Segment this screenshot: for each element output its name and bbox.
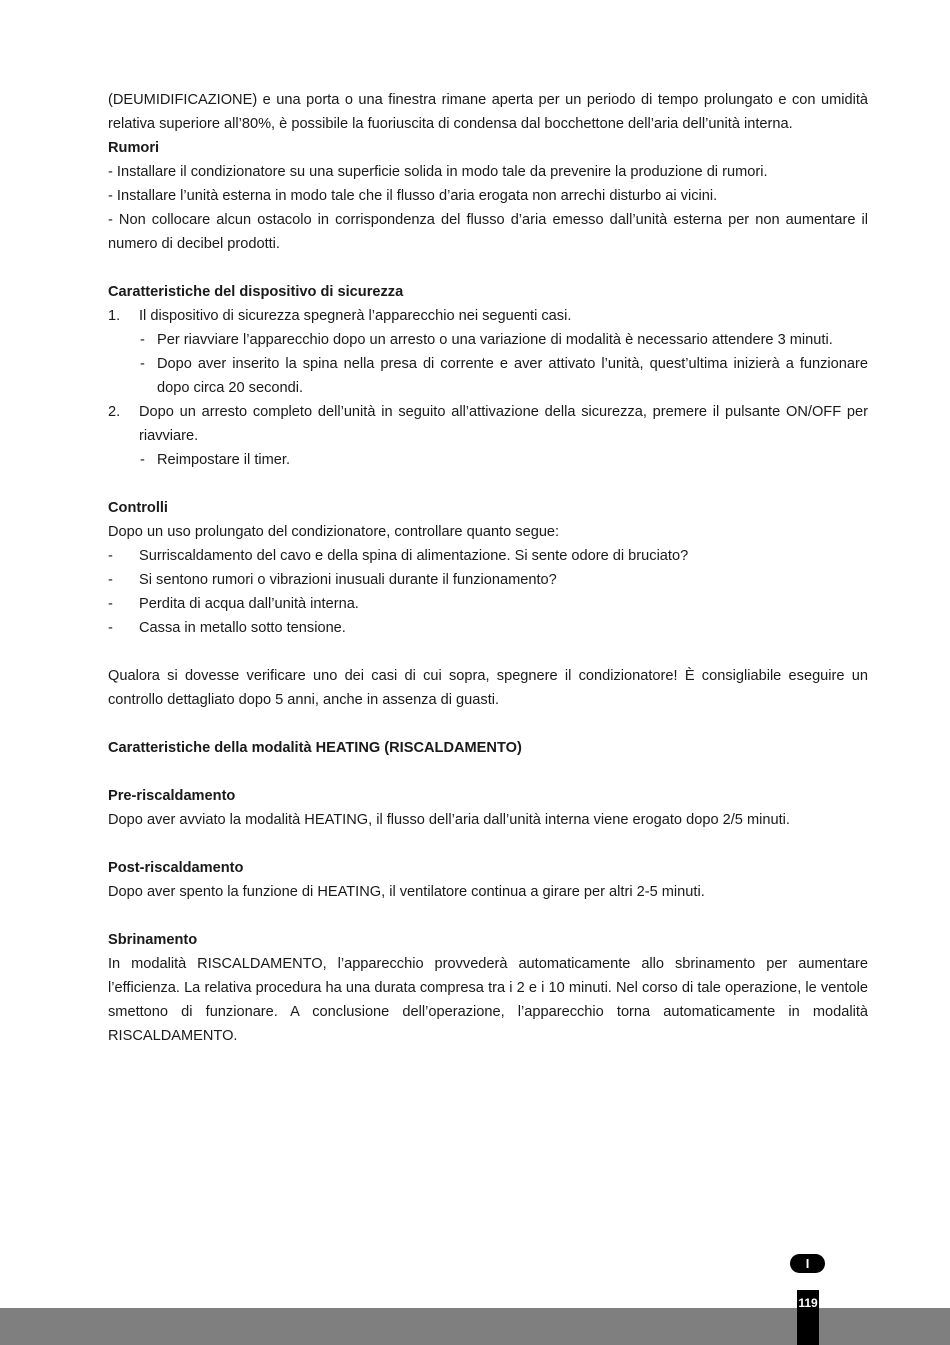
postheat-text: Dopo aver spento la funzione di HEATING, il ventilatore continua a girare per altri 2-5 minuti. xyxy=(108,884,705,900)
checks-note: Qualora si dovesse verificare uno dei casi di cui sopra, spegnere il condizionatore! È consigliabile eseguire un controllo dettagliato dopo 5 anni, anche in assenza di guasti. xyxy=(108,668,868,708)
defrost-heading: Sbrinamento xyxy=(108,932,198,948)
noise-line: - Non collocare alcun ostacolo in corrispondenza del flusso d’aria emesso dall’unità esterna per non aumentare il numero di decibel prodotti. xyxy=(108,212,868,252)
check-item xyxy=(108,544,868,568)
heating-heading: Caratteristiche della modalità HEATING (RISCALDAMENTO) xyxy=(108,740,522,756)
language-badge: I xyxy=(790,1254,825,1273)
spacer xyxy=(108,640,868,664)
spacer xyxy=(108,712,868,736)
dash-marker: - xyxy=(108,620,113,636)
item-number: 2. xyxy=(108,404,121,420)
dash-marker: - xyxy=(108,572,113,588)
sub-item-text: Dopo aver inserito la spina nella presa di corrente e aver attivato l’unità, quest’ultima inizierà a funzionare dopo circa 20 secondi. xyxy=(157,356,868,396)
preheat-text: Dopo aver avviato la modalità HEATING, il flusso dell’aria dall’unità interna viene erogato dopo 2/5 minuti. xyxy=(108,812,790,828)
page-number: 119 xyxy=(797,1290,819,1345)
sub-item xyxy=(140,352,868,400)
checks-intro: Dopo un uso prolungato del condizionatore, controllare quanto segue: xyxy=(108,524,560,540)
spacer xyxy=(108,760,868,784)
checks-heading: Controlli xyxy=(108,500,168,516)
item-text: Il dispositivo di sicurezza spegnerà l’apparecchio nei seguenti casi. xyxy=(139,308,572,324)
postheat-heading: Post-riscaldamento xyxy=(108,860,244,876)
dash-marker: - xyxy=(140,332,145,348)
sub-item-text: Per riavviare l’apparecchio dopo un arresto o una variazione di modalità è necessario attendere 3 minuti. xyxy=(157,332,833,348)
preheat-heading: Pre-riscaldamento xyxy=(108,788,236,804)
numbered-item xyxy=(108,400,868,448)
check-item-text: Cassa in metallo sotto tensione. xyxy=(139,620,346,636)
page-content xyxy=(108,88,868,1048)
check-item-text: Perdita di acqua dall’unità interna. xyxy=(139,596,359,612)
item-text: Dopo un arresto completo dell’unità in seguito all’attivazione della sicurezza, premere il pulsante ON/OFF per riavviare. xyxy=(139,404,868,444)
check-item-text: Si sentono rumori o vibrazioni inusuali durante il funzionamento? xyxy=(139,572,557,588)
dash-marker: - xyxy=(108,596,113,612)
spacer xyxy=(108,256,868,280)
item-number: 1. xyxy=(108,308,121,324)
dash-marker: - xyxy=(140,356,145,372)
noise-line: - Installare il condizionatore su una superficie solida in modo tale da prevenire la produzione di rumori. xyxy=(108,164,768,180)
check-item xyxy=(108,568,868,592)
spacer xyxy=(108,904,868,928)
sub-item xyxy=(140,448,868,472)
spacer xyxy=(108,832,868,856)
sub-item xyxy=(140,328,868,352)
dash-marker: - xyxy=(140,452,145,468)
noise-line: - Installare l’unità esterna in modo tale che il flusso d’aria erogata non arrechi disturbo ai vicini. xyxy=(108,188,718,204)
dash-marker: - xyxy=(108,548,113,564)
safety-heading: Caratteristiche del dispositivo di sicurezza xyxy=(108,284,404,300)
noise-heading: Rumori xyxy=(108,140,160,156)
check-item-text: Surriscaldamento del cavo e della spina di alimentazione. Si sente odore di bruciato? xyxy=(139,548,689,564)
check-item xyxy=(108,616,868,640)
spacer xyxy=(108,472,868,496)
sub-item-text: Reimpostare il timer. xyxy=(157,452,291,468)
intro-paragraph: (DEUMIDIFICAZIONE) e una porta o una finestra rimane aperta per un periodo di tempo prolungato e con umidità relativa superiore all’80%, è possibile la fuoriuscita di condensa dal bocchettone dell’aria dell’unità interna. xyxy=(108,92,868,132)
defrost-text: In modalità RISCALDAMENTO, l’apparecchio provvederà automaticamente allo sbrinamento per aumentare l’efficienza. La relativa procedura ha una durata compresa tra i 2 e i 10 minuti. Nel corso di tale operazione, le ventole smettono di funzionare. A conclusione dell’operazione, l’apparecchio torna automaticamente in modalità RISCALDAMENTO. xyxy=(108,956,868,1044)
numbered-item xyxy=(108,304,868,328)
check-item xyxy=(108,592,868,616)
